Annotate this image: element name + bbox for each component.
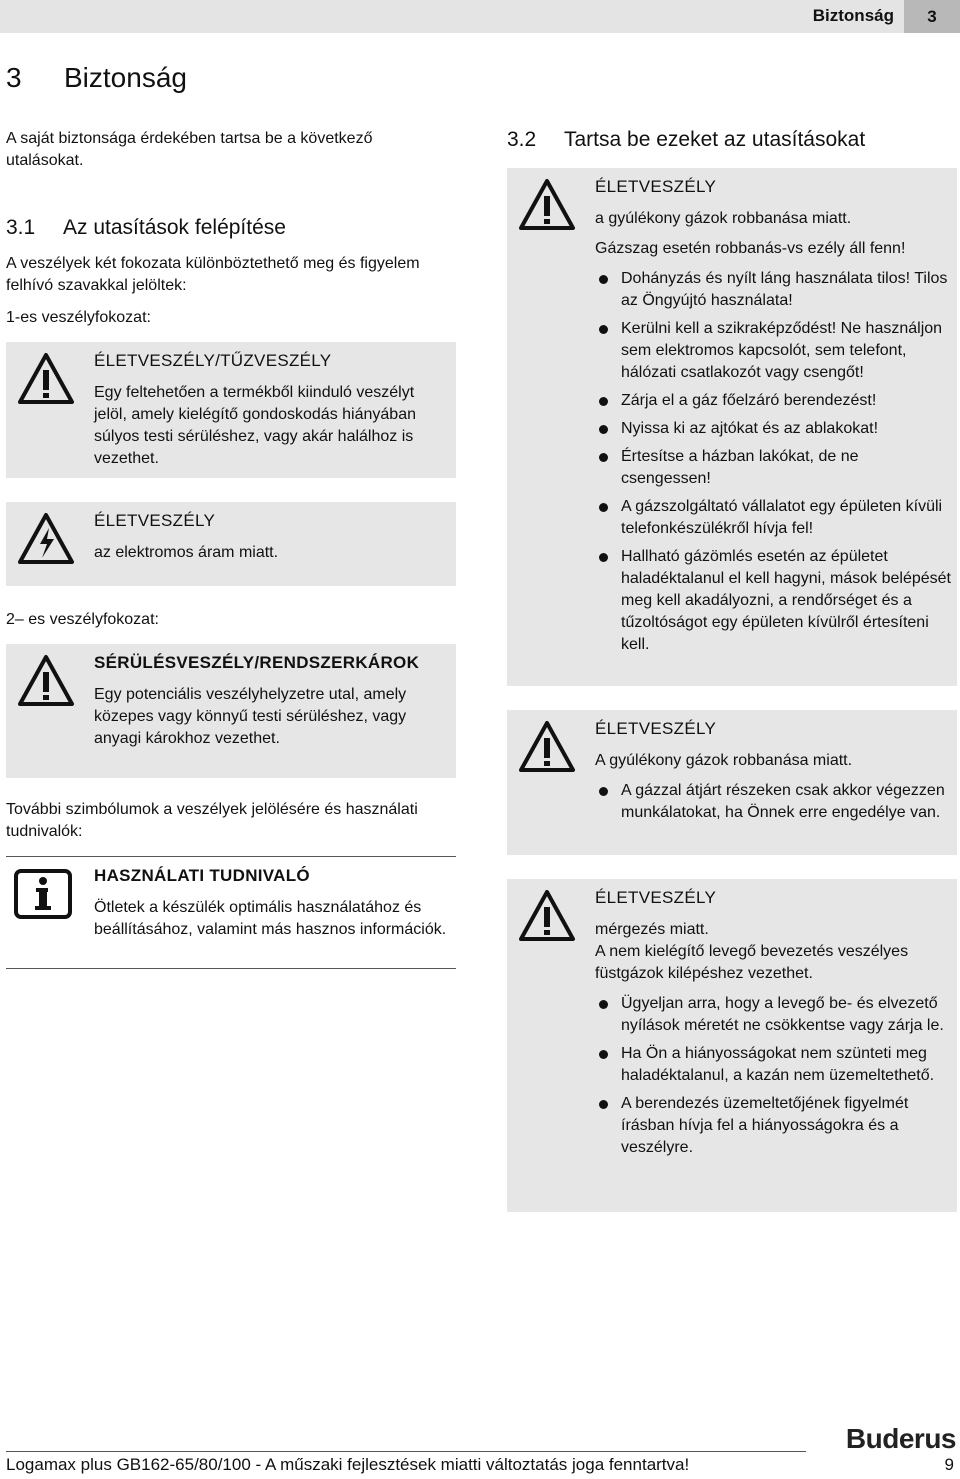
brand-logo: Buderus xyxy=(845,1423,956,1454)
warning-box-gas-explosion xyxy=(507,168,957,686)
subsection-3-1-heading xyxy=(6,216,286,240)
header-page-number: 3 xyxy=(904,0,960,33)
subsection-number: 3.2 xyxy=(507,128,537,151)
more-symbols-text: További szimbólumok a veszélyek jelölésére és használati tudnivalók: xyxy=(6,801,418,840)
level-2-label: 2– es veszélyfokozat: xyxy=(6,611,159,628)
list-item: Zárja el a gáz főelzáró berendezést! xyxy=(595,390,951,412)
list-item: Hallható gázömlés esetén az épületet haladéktalanul el kell hagyni, mások belépését meg kell akadályozni, a rendőrséget és a tűzoltóságot egy épületen kívülről értesíteni kell. xyxy=(595,546,951,656)
signal-word: SÉRÜLÉSVESZÉLY/RENDSZERKÁROK xyxy=(94,653,420,672)
instruction-list xyxy=(595,780,951,824)
list-item: Dohányzás és nyílt láng használata tilos! Tilos az Öngyújtó használata! xyxy=(595,268,951,312)
warning-triangle-icon xyxy=(517,176,577,236)
usage-note xyxy=(6,857,456,969)
warning-triangle-icon xyxy=(16,652,76,712)
section-intro: A saját biztonsága érdekében tartsa be a következő utalásokat. xyxy=(6,130,373,169)
s31-intro: A veszélyek két fokozata különböztethető meg és figyelem felhívó szavakkal jelöltek: xyxy=(6,255,420,294)
signal-word: ÉLETVESZÉLY xyxy=(94,511,216,530)
warning-box-injury xyxy=(6,644,456,778)
subsection-title: Az utasítások felépítése xyxy=(63,216,286,239)
list-item: Kerülni kell a szikraképződést! Ne használjon sem elektromos kapcsolót, sem telefont, hálózati csatlakozót vagy csengőt! xyxy=(595,318,951,384)
warning-triangle-icon xyxy=(517,887,577,947)
subsection-number: 3.1 xyxy=(6,216,36,239)
list-item: A berendezés üzemeltetőjének figyelmét írásban hívja fel a hiányosságokra és a veszélyre. xyxy=(595,1093,951,1159)
list-item: A gázszolgáltató vállalatot egy épületen kívüli telefonkészülékről hívja fel! xyxy=(595,496,951,540)
subsection-title: Tartsa be ezeket az utasításokat xyxy=(564,128,866,151)
warning-line-2: A nem kielégítő levegő bevezetés veszélyes füstgázok kilépéshez vezethet. xyxy=(595,943,909,982)
footer-text: Logamax plus GB162-65/80/100 - A műszaki fejlesztések miatti változtatás joga fenntartva! xyxy=(6,1455,690,1474)
list-item: Ügyeljan arra, hogy a levegő be- és elvezető nyílások méretét ne csökkentse vagy zárja le. xyxy=(595,993,951,1037)
section-title xyxy=(6,62,187,94)
signal-word: ÉLETVESZÉLY xyxy=(595,719,717,738)
warning-triangle-icon xyxy=(16,350,76,410)
warning-text: az elektromos áram miatt. xyxy=(94,544,279,561)
warning-box-life-fire xyxy=(6,342,456,478)
list-item: Ha Ön a hiányosságokat nem szünteti meg haladéktalanul, a kazán nem üzemeltethető. xyxy=(595,1043,951,1087)
footer-rule xyxy=(6,1451,806,1452)
warning-line-1: mérgezés miatt. xyxy=(595,921,709,938)
instruction-list xyxy=(595,268,951,656)
warning-box-poisoning xyxy=(507,879,957,1212)
note-text: Ötletek a készülék optimális használatához és beállításához, valamint más hasznos információk. xyxy=(94,899,447,938)
list-item: Nyissa ki az ajtókat és az ablakokat! xyxy=(595,418,951,440)
signal-word: HASZNÁLATI TUDNIVALÓ xyxy=(94,866,310,885)
warning-box-gas-work xyxy=(507,710,957,855)
note-bottom-rule xyxy=(6,968,456,969)
signal-word: ÉLETVESZÉLY xyxy=(595,177,717,196)
warning-line-1: a gyúlékony gázok robbanása miatt. xyxy=(595,210,852,227)
header-title: Biztonság xyxy=(812,6,894,25)
warning-box-electric xyxy=(6,502,456,586)
warning-text: Egy potenciális veszélyhelyzetre utal, amely közepes vagy könnyű testi sérüléshez, vagy anyagi károkhoz vezethet. xyxy=(94,686,407,747)
footer-page-number: 9 xyxy=(944,1455,954,1474)
level-1-label: 1-es veszélyfokozat: xyxy=(6,309,151,326)
instruction-list xyxy=(595,993,951,1159)
section-number: 3 xyxy=(6,62,22,93)
warning-line-2: Gázszag esetén robbanás-vs ezély áll fenn! xyxy=(595,240,906,257)
list-item: A gázzal átjárt részeken csak akkor végezzen munkálatokat, ha Önnek erre engedélye van. xyxy=(595,780,951,824)
warning-line-1: A gyúlékony gázok robbanása miatt. xyxy=(595,752,853,769)
list-item: Értesítse a házban lakókat, de ne csengessen! xyxy=(595,446,951,490)
subsection-3-2-heading xyxy=(507,128,865,152)
warning-triangle-icon xyxy=(517,718,577,778)
signal-word: ÉLETVESZÉLY/TŰZVESZÉLY xyxy=(94,351,332,370)
warning-text: Egy feltehetően a termékből kiinduló veszélyt jelöl, amely kielégítő gondoskodás hiányában súlyos testi sérüléshez, vagy akár halálhoz is vezethet. xyxy=(94,384,416,467)
section-title-text: Biztonság xyxy=(64,62,187,93)
signal-word: ÉLETVESZÉLY xyxy=(595,888,717,907)
info-icon xyxy=(14,869,72,919)
electric-hazard-icon xyxy=(16,510,76,570)
